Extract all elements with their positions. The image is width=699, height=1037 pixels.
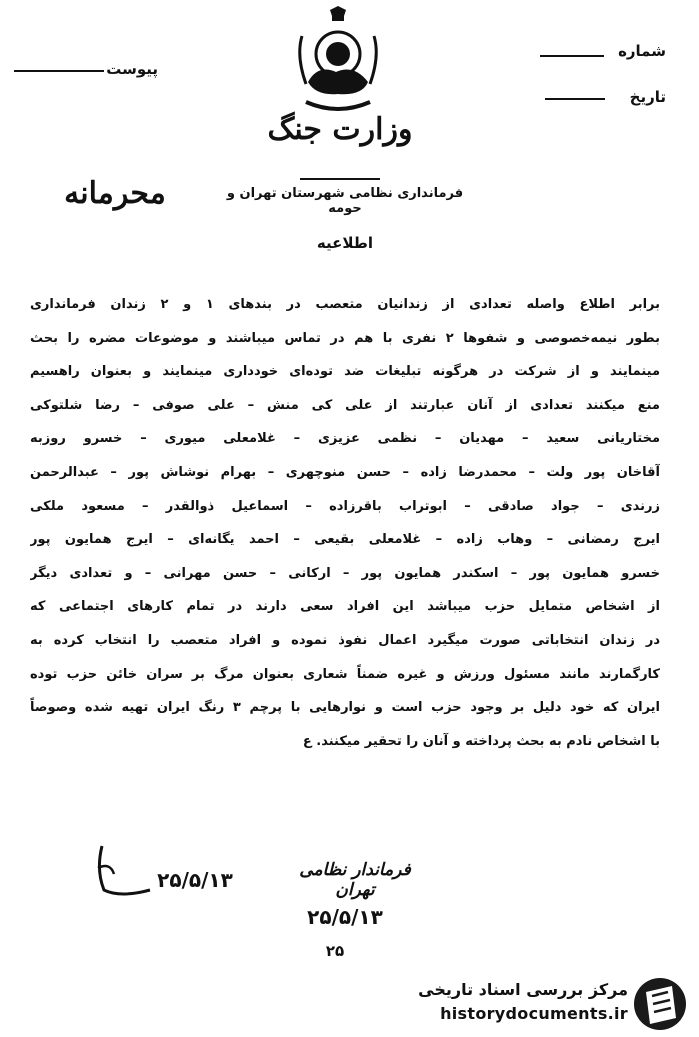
notice-body bbox=[30, 288, 660, 758]
office-subtitle: فرمانداری نظامی شهرستان تهران و حومه bbox=[226, 186, 464, 216]
body-line: کارگمارند مانند مسئول ورزش و غیره ضمناً شعاری بعنوان مرگ بر سران خائن حزب توده bbox=[30, 666, 660, 682]
lion-and-sun-emblem-icon bbox=[296, 6, 380, 116]
signature-date-right: ۲۵/۵/۱۳ bbox=[307, 905, 383, 929]
page-number: ۲۵ bbox=[325, 942, 345, 960]
body-line: مختاریانی سعید – مهدیان – نظمی عزیزی – غلامعلی میوری – خسرو روزبه bbox=[30, 431, 660, 447]
signature-date-left: ۲۵/۵/۱۳ bbox=[157, 868, 233, 892]
body-line: ایران که خود دلیل بر وجود حزب است و نوارهایی با پرچم ۳ رنگ ایران تهیه شده وصوصاً bbox=[30, 700, 660, 716]
watermark-site: historydocuments.ir bbox=[440, 1004, 628, 1023]
body-line: در زندان انتخاباتی صورت میگیرد اعمال نفوذ نموده و افراد متعصب را انتخاب کرده به bbox=[30, 632, 660, 648]
ministry-rule bbox=[300, 178, 380, 180]
number-label: شماره bbox=[618, 42, 666, 60]
history-documents-logo-icon bbox=[632, 976, 688, 1032]
date-line bbox=[545, 98, 605, 100]
body-line: از اشخاص متمایل حزب میباشد این افراد سعی دارند در تمام کارهای اجتماعی که bbox=[30, 599, 660, 615]
body-line: ایرج رمضانی – وهاب زاده – غلامعلی بقیعی – احمد یگانه‌ای – ایرج همایون پور bbox=[30, 532, 660, 548]
body-line: منع میکنند تعدادی از آنان عبارتند از علی کی منش – علی صوفی – رضا شلتوکی bbox=[30, 397, 660, 413]
handwritten-signature-right: فرماندار نظامی تهران bbox=[299, 860, 411, 900]
notice-heading: اطلاعیه bbox=[316, 234, 374, 252]
attachment-line bbox=[14, 70, 104, 72]
watermark-name: مرکز بررسی اسناد تاریخی bbox=[418, 980, 628, 999]
date-label: تاریخ bbox=[629, 88, 666, 106]
body-line: برابر اطلاع واصله تعدادی از زندانیان متعصب در بندهای ۱ و ۲ زندان فرمانداری bbox=[30, 297, 660, 312]
confidential-stamp: محرمانه bbox=[64, 176, 166, 211]
body-line: خسرو همایون پور – اسکندر همایون پور – ارکانی – حسن مهرانی – و تعدادی دیگر bbox=[30, 565, 660, 581]
body-line: مینمایند و از شرکت در هرگونه تبلیغات ضد توده‌ای خودداری مینمایند و بعنوان راهسیم bbox=[30, 364, 660, 380]
body-line: زرندی – جواد صادقی – ابوتراب باقرزاده – اسماعیل ذوالقدر – مسعود ملکی bbox=[30, 498, 660, 514]
number-line bbox=[540, 55, 604, 57]
body-line: بطور نیمه‌خصوصی و شفوها ۲ نفری با هم در تماس میباشند و موضوعات مضره را بحث bbox=[30, 330, 660, 346]
ministry-title: وزارت جنگ bbox=[267, 112, 413, 147]
body-line: آقاخان پور ولت – محمدرضا زاده – حسن منوچهری – بهرام نوشاش پور – عبدالرحمن bbox=[30, 464, 660, 480]
body-line: با اشخاص نادم به بحث پرداخته و آنان را تحقیر میکنند. ع bbox=[302, 733, 660, 749]
attachment-label: پیوست bbox=[106, 60, 158, 78]
